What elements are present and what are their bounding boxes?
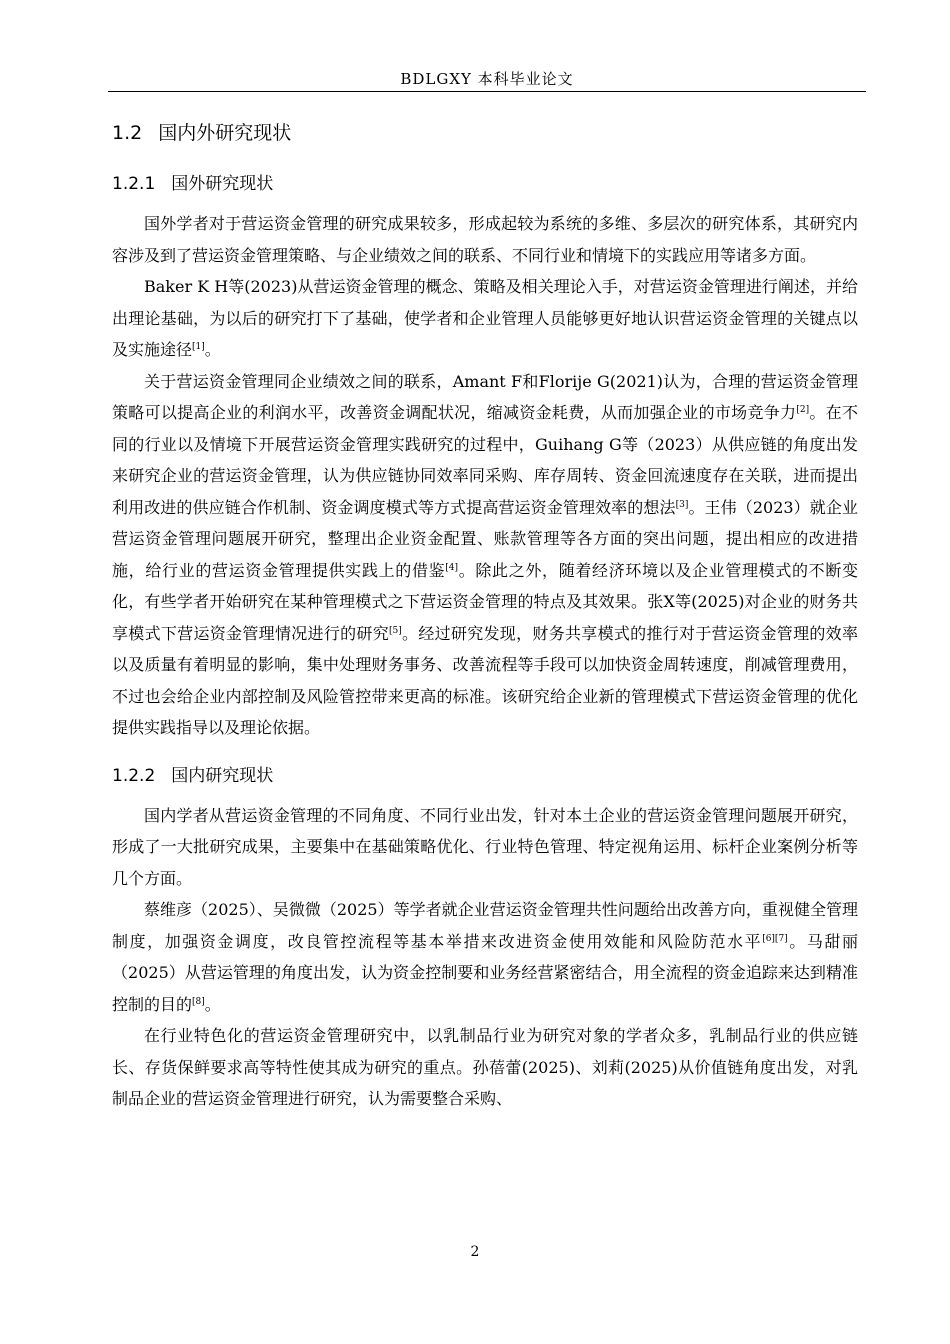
subsection-title: 国外研究现状: [171, 174, 274, 194]
section-number: 1.2: [112, 122, 143, 144]
subsection-title: 国内研究现状: [171, 765, 274, 786]
section-title: 国内外研究现状: [158, 122, 292, 144]
citation: [3]: [675, 499, 689, 510]
paragraph-text: Baker K H等(2023)从营运资金管理的概念、策略及相关理论入手，对营运资金管理进行阐述，并给出理论基础，为以后的研究打下了基础，使学者和企业管理人员能够更好地认识营运资金管理的关键点以及实施途径: [112, 277, 858, 359]
paragraph-text: 蔡维彦（2025）、吴微微（2025）等学者就企业营运资金管理共性问题给出改善方向，重视健全管理制度，加强资金调度，改良管控流程等基本举措来改进资金使用效能和风险防范水平: [112, 900, 858, 951]
section-heading: [112, 118, 858, 148]
paragraph-text: 。除此之外，随着经济环境以及企业管理模式的不断变化，有些学者开始研究在某种管理模式之下营运资金管理的特点及其效果。张X等(2025)对企业的财务共享模式下营运资金管理情况进行的研究: [112, 560, 858, 643]
citation: [4]: [445, 562, 459, 573]
paragraph: 国外学者对于营运资金管理的研究成果较多，形成起较为系统的多维、多层次的研究体系，其研究内容涉及到了营运资金管理策略、与企业绩效之间的联系、不同行业和情境下的实践应用等诸多方面。: [112, 214, 858, 265]
citation: [2]: [796, 405, 810, 415]
header-rule: [108, 91, 866, 92]
subsection-number: 1.2.1: [112, 174, 156, 194]
running-header: BDLGXY 本科毕业论文: [400, 70, 574, 88]
paragraph-text: 。在不同的行业以及情境下开展营运资金管理实践研究的过程中，Guihang G等（2023）从供应链的角度出发来研究企业的营运资金管理，认为供应链协同效率同采购、库存周转、资金回流速度存在关联，进而提出利用改进的供应链合作机制、资金调度模式等方式提高营运资金管理效率的想法: [112, 403, 858, 517]
paragraph-text: 。: [204, 994, 221, 1014]
paragraph-text: 。马甜丽（2025）从营运管理的角度出发，认为资金控制要和业务经营紧密结合，用全流程的资金追踪来达到精准控制的目的: [112, 931, 858, 1014]
page-number: 2: [470, 1244, 480, 1260]
page-body: [112, 112, 858, 1115]
paragraph: [112, 271, 858, 366]
paragraph: [112, 894, 858, 1020]
citation: [5]: [389, 625, 402, 636]
citation: [1]: [192, 342, 205, 352]
paragraph: 在行业特色化的营运资金管理研究中，以乳制品行业为研究对象的学者众多，乳制品行业的供应链长、存货保鲜要求高等特性使其成为研究的重点。孙蓓蕾(2025)、刘莉(2025)从价值链角度出发，对乳制品企业的营运资金管理进行研究，认为需要整合采购、: [112, 1026, 858, 1108]
citation: [6][7]: [762, 933, 788, 944]
subsection-heading-domestic: [112, 762, 858, 790]
subsection-heading-foreign: [112, 170, 858, 198]
citation: [8]: [192, 996, 205, 1007]
paragraph: 国内学者从营运资金管理的不同角度、不同行业出发，针对本土企业的营运资金管理问题展开研究，形成了一大批研究成果，主要集中在基础策略优化、行业特色管理、特定视角运用、标杆企业案例分析等几个方面。: [112, 805, 858, 888]
paragraph-text: 。: [204, 340, 221, 359]
paragraph-text: 。王伟（2023）就企业营运资金管理问题展开研究，整理出企业资金配置、账款管理等各方面的突出问题，提出相应的改进措施，给行业的营运资金管理提供实践上的借鉴: [112, 497, 858, 580]
paragraph-text: 。经过研究发现，财务共享模式的推行对于营运资金管理的效率以及质量有着明显的影响，集中处理财务事务、改善流程等手段可以加快资金周转速度，削减管理费用，不过也会给企业内部控制及风险管控带来更高的标准。该研究给企业新的管理模式下营运资金管理的优化提供实践指导以及理论依据。: [112, 623, 858, 737]
subsection-number: 1.2.2: [112, 765, 156, 786]
paragraph: [112, 366, 858, 744]
paragraph-text: 关于营运资金管理同企业绩效之间的联系，Amant F和Florije G(2021)认为，合理的营运资金管理策略可以提高企业的利润水平，改善资金调配状况，缩减资金耗费，从而加强企业的市场竞争力: [112, 371, 858, 422]
